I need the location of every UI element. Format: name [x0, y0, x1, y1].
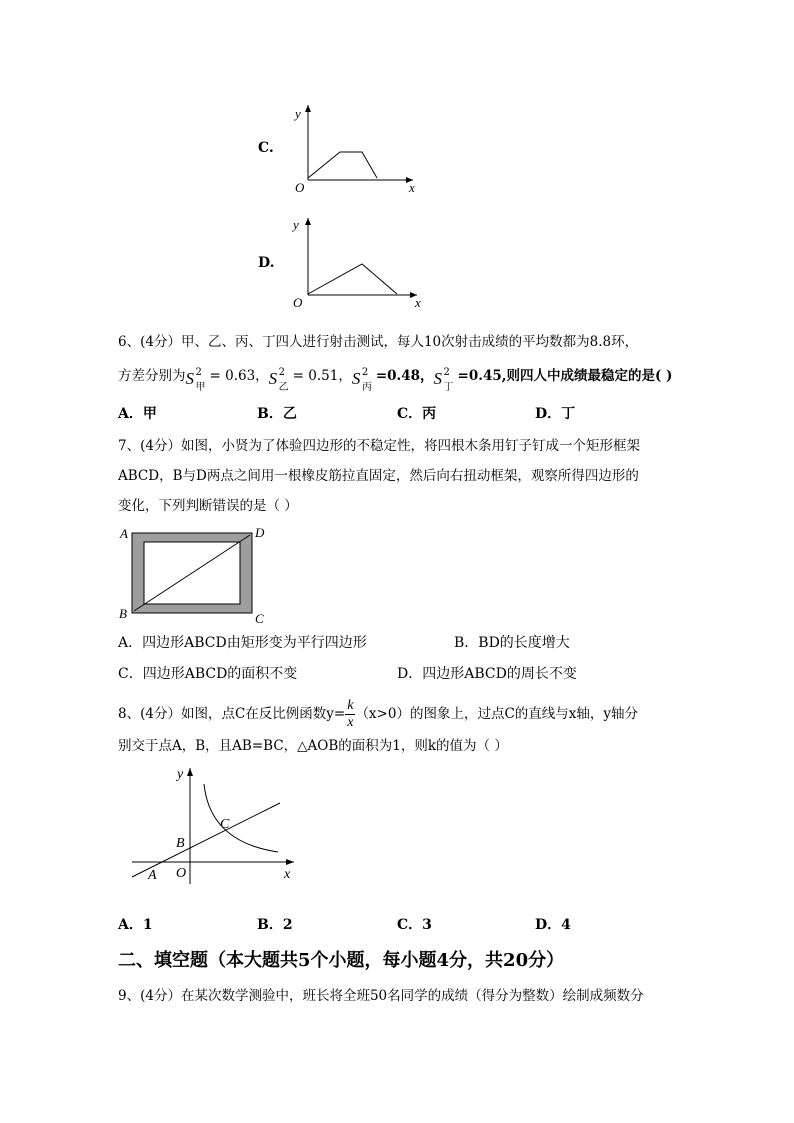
q6-option-a: A．甲	[118, 406, 157, 422]
q7-line2: ABCD，B与D两点之间用一根橡皮筋拉直固定，然后向右扭动框架，观察所得四边形的	[118, 468, 639, 484]
option-c-label: C.	[258, 140, 274, 156]
section-2-title: 二、填空题（本大题共5个小题，每小题4分，共20分）	[118, 950, 565, 971]
q6-line1: 6、(4分）甲、乙、丙、丁四人进行射击测试，每人10次射击成绩的平均数都为8.8环，	[118, 334, 639, 350]
origin-label: O	[295, 180, 305, 195]
x-axis-label: x	[284, 867, 291, 882]
q8-option-b: B．2	[257, 917, 293, 933]
q8-line2: 别交于点A，B，且AB=BC，△AOB的面积为1，则k的值为（ ）	[118, 738, 508, 754]
option-d-label: D.	[258, 255, 275, 271]
q6-option-c: C．丙	[397, 406, 437, 422]
svg-text:x: x	[415, 295, 421, 310]
q8-line1: 8、(4分）如图，点C在反比例函数y= $\frac{k}{x}$ （x>0）的图象上，过点C的直线与x轴，y轴分	[118, 698, 639, 730]
q8-option-c: C．3	[397, 917, 432, 933]
point-a-label: A	[148, 868, 157, 883]
q7-option-a: A．四边形ABCD由矩形变为平行四边形	[118, 635, 367, 651]
x-axis-label: x	[409, 180, 415, 195]
q7-option-c: C．四边形ABCD的面积不变	[118, 666, 298, 682]
q8-option-a: A．1	[118, 917, 153, 933]
label-d: D	[255, 525, 265, 540]
q6-option-b: B．乙	[257, 406, 297, 422]
q6-option-d: D．丁	[535, 406, 576, 422]
point-c-label: C	[220, 817, 230, 832]
rectangle-frame-figure	[116, 520, 276, 628]
point-b-label: B	[176, 836, 185, 851]
svg-text:y: y	[293, 217, 299, 232]
origin-label: O	[176, 866, 187, 881]
q7-line3: 变化，下列判断错误的是（ ）	[118, 498, 298, 514]
hyperbola-figure	[122, 762, 307, 884]
graph-option-d	[285, 213, 430, 310]
label-b: B	[119, 606, 127, 621]
graph-option-c	[285, 100, 430, 195]
label-a: A	[120, 526, 128, 541]
y-axis-label: y	[295, 106, 301, 121]
q7-option-b: B．BD的长度增大	[454, 635, 570, 651]
svg-text:O: O	[293, 295, 303, 310]
q6-line2: 方差分别为 S 2 甲 = 0.63， S 2 乙 = 0.51， S 2 丙 =0.48， S 2 丁 =0.45,则四人中成绩最稳定的是( )	[118, 366, 673, 393]
y-axis-label: y	[177, 767, 184, 782]
q9-line1: 9、(4分）在某次数学测验中，班长将全班50名同学的成绩（得分为整数）绘制成频数分	[118, 988, 644, 1004]
q8-option-d: D．4	[535, 917, 571, 933]
q7-line1: 7、(4分）如图，小贤为了体验四边形的不稳定性，将四根木条用钉子钉成一个矩形框架	[118, 438, 640, 454]
q7-option-d: D．四边形ABCD的周长不变	[397, 666, 577, 682]
label-c: C	[255, 611, 264, 626]
